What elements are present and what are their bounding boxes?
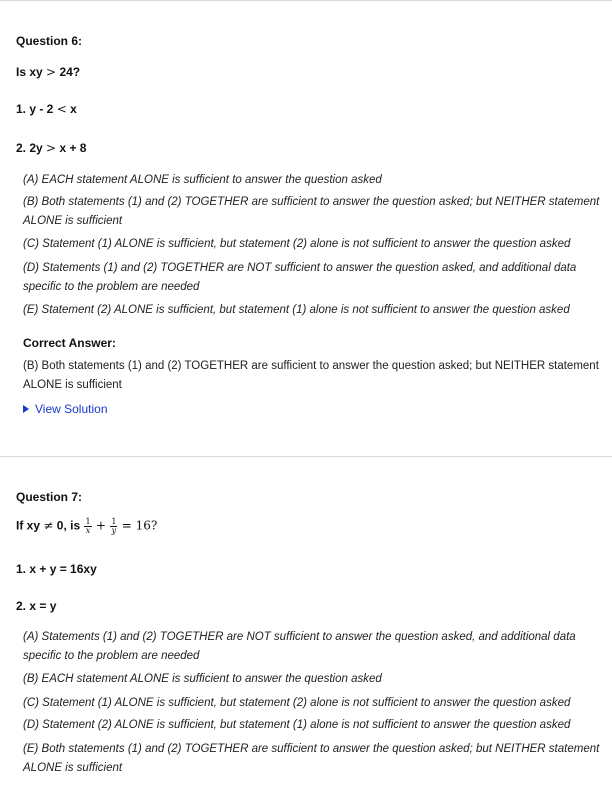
correct-answer-label: Correct Answer: (23, 336, 116, 350)
question-6-statement-2: 2. 2y > x + 8 (16, 141, 87, 155)
question-7-option-a[interactable]: (A) Statements (1) and (2) TOGETHER are NOT sufficient to answer the question asked, and additional data specific to the problem are needed (23, 631, 576, 662)
question-6-option-d[interactable]: (D) Statements (1) and (2) TOGETHER are NOT sufficient to answer the question asked, and additional data specific to the problem are needed (23, 262, 577, 293)
question-divider (0, 456, 612, 457)
correct-answer-text: (B) Both statements (1) and (2) TOGETHER are sufficient to answer the question asked; but NEITHER statement ALONE is sufficient (23, 360, 599, 391)
fraction-1-over-x: $\frac{1}{x}$ (85, 517, 91, 535)
question-7-option-e[interactable]: (E) Both statements (1) and (2) TOGETHER are sufficient to answer the question asked; but NEITHER statement ALONE is sufficient (23, 743, 600, 774)
fraction-1-over-y: $\frac{1}{y}$ (111, 517, 117, 535)
question-7-statement-1: 1. x + y = 16xy (16, 562, 97, 576)
question-6-stem: Is xy > 24? (16, 65, 81, 79)
question-6-option-e[interactable]: (E) Statement (2) ALONE is sufficient, but statement (1) alone is not sufficient to answer the question asked (23, 304, 570, 316)
triangle-right-icon (23, 405, 29, 413)
question-7-option-b[interactable]: (B) EACH statement ALONE is sufficient to answer the question asked (23, 673, 382, 685)
question-6-statement-1: 1. y - 2 < x (16, 102, 77, 116)
top-divider (0, 0, 612, 1)
question-7-statement-2: 2. x = y (16, 599, 57, 613)
question-7-title: Question 7: (16, 490, 83, 504)
question-6-title: Question 6: (16, 34, 83, 48)
question-6-option-c[interactable]: (C) Statement (1) ALONE is sufficient, but statement (2) alone is not sufficient to answer the question asked (23, 238, 571, 250)
question-7-option-c[interactable]: (C) Statement (1) ALONE is sufficient, but statement (2) alone is not sufficient to answer the question asked (23, 697, 571, 709)
question-7-stem: If xy ≠ 0, is $\frac{1}{x}$ + $\frac{1}{y}$ = 16? (16, 517, 158, 535)
question-6-option-a[interactable]: (A) EACH statement ALONE is sufficient to answer the question asked (23, 174, 382, 186)
question-7-option-d[interactable]: (D) Statement (2) ALONE is sufficient, but statement (1) alone is not sufficient to answer the question asked (23, 719, 571, 731)
question-6-option-b[interactable]: (B) Both statements (1) and (2) TOGETHER are sufficient to answer the question asked; but NEITHER statement ALONE is sufficient (23, 196, 600, 227)
view-solution-toggle[interactable] (23, 402, 108, 416)
view-solution-label: View Solution (35, 402, 108, 416)
